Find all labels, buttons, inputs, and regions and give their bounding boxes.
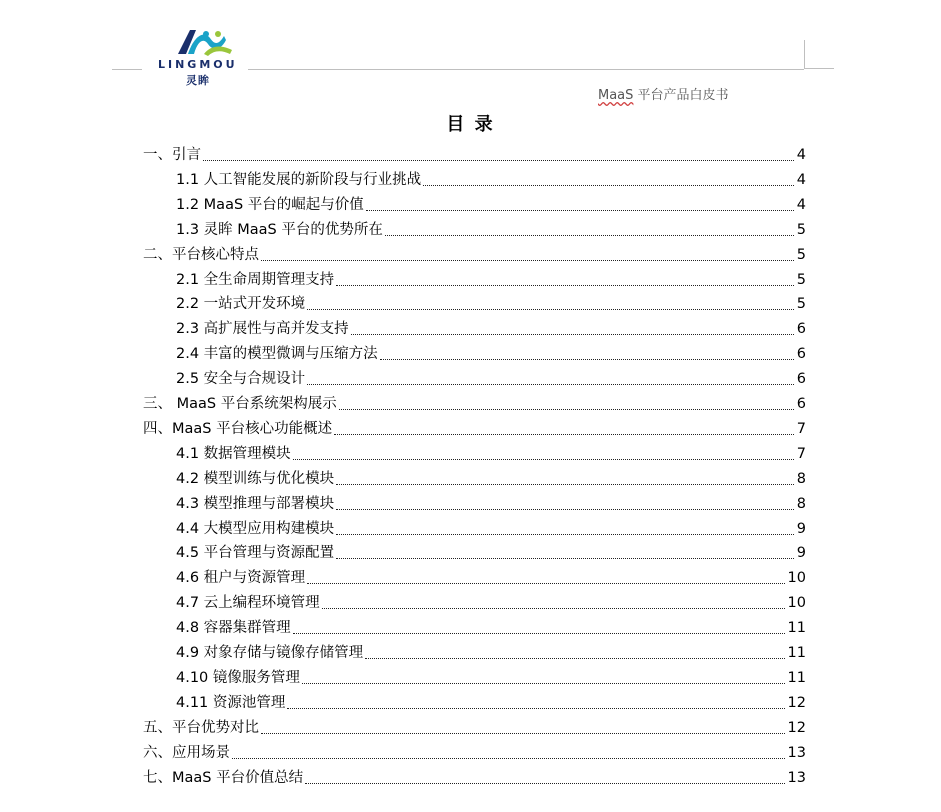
toc-entry-page: 13 [787,744,806,761]
toc-entry[interactable] [143,564,806,588]
toc-entry[interactable] [143,440,806,464]
toc-entry-page: 9 [796,520,806,537]
toc-entry-label: 4.11 资源池管理 [176,694,286,711]
toc-entry-page: 6 [796,396,806,412]
toc-entry-label: 2.5 安全与合规设计 [176,371,306,388]
toc-entry-page: 4 [796,196,806,213]
toc-entry[interactable] [143,490,806,514]
toc-dot-leader [307,309,794,310]
toc-entry-page: 5 [796,221,806,238]
toc-entry-label: 4.7 云上编程环境管理 [176,595,320,612]
toc-dot-leader [336,484,794,485]
toc-entry-page: 6 [796,371,806,388]
toc-entry-label: 2.4 丰富的模型微调与压缩方法 [176,346,378,363]
toc-entry[interactable] [143,290,806,314]
toc-entry-label: 三、 MaaS 平台系统架构展示 [143,396,337,412]
toc-entry-page: 8 [796,470,806,487]
toc-entry-label: 一、引言 [143,147,201,163]
toc-entry[interactable] [143,664,806,688]
toc-entry-label: 1.3 灵眸 MaaS 平台的优势所在 [176,221,383,238]
toc-entry-label: 2.2 一站式开发环境 [176,296,306,313]
toc-entry-page: 4 [796,147,806,163]
toc-entry-label: 2.3 高扩展性与高并发支持 [176,321,349,338]
toc-entry-page: 12 [787,719,806,736]
toc-entry-label: 1.1 人工智能发展的新阶段与行业挑战 [176,171,422,188]
toc-entry-label: 4.8 容器集群管理 [176,620,291,637]
toc-dot-leader [261,733,785,734]
toc-entry[interactable] [143,689,806,713]
toc-entry-page: 13 [787,769,806,786]
toc-dot-leader [423,185,794,186]
toc-dot-leader [336,558,794,559]
toc-entry-label: 4.6 租户与资源管理 [176,570,306,587]
toc-dot-leader [351,334,794,335]
toc-entry-label: 4.3 模型推理与部署模块 [176,495,335,512]
toc-dot-leader [293,459,794,460]
toc-entry-page: 5 [796,296,806,313]
toc-entry-page: 11 [787,645,806,661]
toc-entry[interactable] [143,714,806,738]
toc-entry[interactable] [143,515,806,539]
toc-entry[interactable] [143,166,806,190]
toc-entry-page: 7 [796,445,806,462]
toc-entry-page: 10 [787,570,806,587]
toc-dot-leader [334,434,794,435]
toc-entry-page: 6 [796,346,806,363]
toc-entry-label: 4.5 平台管理与资源配置 [176,545,335,562]
toc-entry[interactable] [143,415,806,439]
logo-chinese-text: 灵眸 [186,74,210,87]
toc-entry[interactable] [143,241,806,265]
header-rule-right [248,69,804,70]
toc-entry[interactable] [143,614,806,638]
toc-entry-page: 10 [787,595,806,612]
toc-entry[interactable] [143,340,806,364]
toc-dot-leader [322,608,785,609]
toc-entry-page: 9 [796,545,806,562]
toc-entry-label: 五、平台优势对比 [143,719,259,736]
toc-entry[interactable] [143,315,806,339]
toc-dot-leader [385,235,794,236]
toc-entry[interactable] [143,191,806,215]
toc-dot-leader [232,758,785,759]
toc-entry-label: 1.2 MaaS 平台的崛起与价值 [176,196,364,213]
header-rule-left [112,69,142,70]
toc-entry-page: 6 [796,321,806,338]
toc-entry-page: 12 [787,694,806,711]
toc-dot-leader [307,384,794,385]
toc-heading: 目 录 [446,114,495,135]
toc-dot-leader [336,285,794,286]
header-title-prefix: MaaS [598,88,634,103]
toc-dot-leader [339,409,794,410]
logo-mark-icon [174,26,236,58]
toc-dot-leader [203,160,794,161]
toc-entry-label: 4.9 对象存储与镜像存储管理 [176,645,364,661]
header-title-rest: 平台产品白皮书 [633,88,729,103]
toc-dot-leader [302,683,785,684]
toc-entry[interactable] [143,266,806,290]
company-logo [152,26,252,86]
toc-entry-page: 4 [796,171,806,188]
toc-dot-leader [336,509,794,510]
toc-entry[interactable] [143,764,806,788]
toc-entry[interactable] [143,639,806,663]
toc-entry-label: 七、MaaS 平台价值总结 [143,769,304,786]
margin-corner-mark [804,40,805,68]
toc-dot-leader [305,783,784,784]
toc-entry[interactable] [143,739,806,763]
toc-entry[interactable] [143,365,806,389]
toc-entry-label: 4.4 大模型应用构建模块 [176,520,335,537]
toc-dot-leader [307,583,784,584]
toc-entry[interactable] [143,465,806,489]
toc-entry-page: 5 [796,271,806,288]
toc-entry-page: 7 [796,420,806,437]
toc-entry-label: 六、应用场景 [143,744,230,761]
toc-entry-label: 2.1 全生命周期管理支持 [176,271,335,288]
toc-entry[interactable] [143,589,806,613]
toc-entry[interactable] [143,216,806,240]
toc-entry-label: 四、MaaS 平台核心功能概述 [143,420,333,437]
logo-text: LINGMOU [158,58,238,71]
toc-entry-label: 4.2 模型训练与优化模块 [176,470,335,487]
toc-entry-page: 5 [796,246,806,263]
toc-entry-label: 4.1 数据管理模块 [176,445,291,462]
toc-entry-label: 4.10 镜像服务管理 [176,669,300,686]
toc-dot-leader [365,658,784,659]
margin-corner-mark-h [804,68,834,69]
toc-entry-label: 二、平台核心特点 [143,246,259,263]
toc-dot-leader [336,534,794,535]
toc-entry-page: 11 [787,669,806,686]
toc-entry[interactable] [143,390,806,414]
toc-dot-leader [287,708,784,709]
toc-entry-page: 8 [796,495,806,512]
toc-dot-leader [293,633,785,634]
header-document-title [598,84,729,103]
toc-entry-page: 11 [787,620,806,637]
toc-entry[interactable] [143,539,806,563]
toc-dot-leader [366,210,794,211]
toc-dot-leader [380,359,794,360]
toc-entry[interactable] [143,141,806,165]
toc-dot-leader [261,260,794,261]
